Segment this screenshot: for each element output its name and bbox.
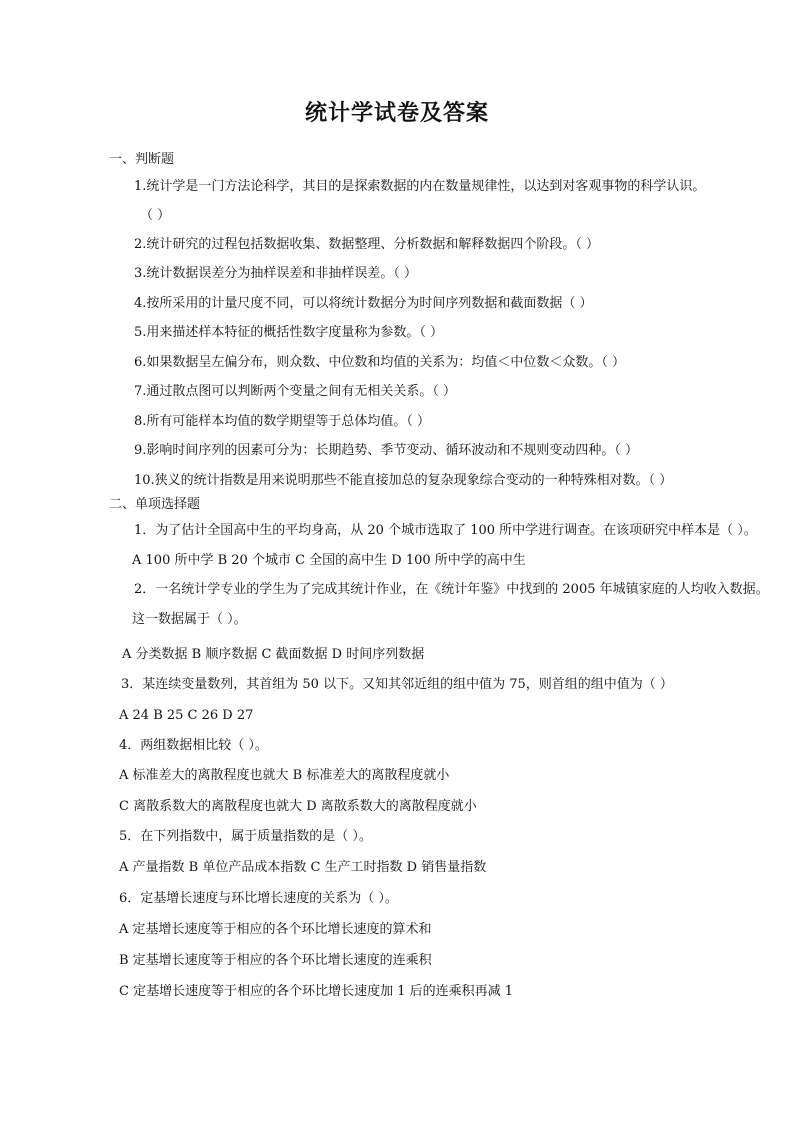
question-tf-9: 9.影响时间序列的因素可分为：长期趋势、季节变动、循环波动和不规则变动四种。（ ） (134, 443, 639, 458)
question-tf-2: 2.统计研究的过程包括数据收集、数据整理、分析数据和解释数据四个阶段。（ ） (134, 237, 600, 252)
question-mc-1: 1．为了估计全国高中生的平均身高，从 20 个城市选取了 100 所中学进行调查。在该项研究中样本是（ ）。 (134, 523, 757, 538)
question-mc-6-option-a: A 定基增长速度等于相应的各个环比增长速度的算术和 (119, 922, 432, 937)
question-tf-1: 1.统计学是一门方法论科学，其目的是探索数据的内在数量规律性，以达到对客观事物的科学认识。 (134, 179, 706, 194)
question-mc-2-line-1: 2．一名统计学专业的学生为了完成其统计作业，在《统计年鉴》中找到的 2005 年城镇家庭的人均收入数据。 (134, 582, 769, 597)
page-title: 统计学试卷及答案 (304, 100, 489, 126)
question-mc-1-options: A 100 所中学 B 20 个城市 C 全国的高中生 D 100 所中学的高中生 (132, 553, 526, 568)
question-tf-5: 5.用来描述样本特征的概括性数字度量称为参数。（ ） (134, 325, 444, 340)
question-tf-10: 10.狭义的统计指数是用来说明那些不能直接加总的复杂现象综合变动的一种特殊相对数。（ ） (134, 473, 673, 488)
question-mc-5-options: A 产量指数 B 单位产品成本指数 C 生产工时指数 D 销售量指数 (119, 860, 487, 875)
question-tf-1-blank: （ ） (140, 208, 171, 223)
question-tf-8: 8.所有可能样本均值的数学期望等于总体均值。（ ） (134, 414, 431, 429)
question-mc-4: 4．两组数据相比较（ ）。 (119, 738, 268, 753)
question-mc-5: 5．在下列指数中，属于质量指数的是（ ）。 (119, 829, 372, 844)
question-mc-2-line-2: 这一数据属于（ ）。 (132, 612, 247, 627)
question-tf-4: 4.按所采用的计量尺度不同，可以将统计数据分为时间序列数据和截面数据（ ） (134, 296, 593, 311)
question-mc-6: 6．定基增长速度与环比增长速度的关系为（ ）。 (119, 891, 398, 906)
question-mc-3-options: A 24 B 25 C 26 D 27 (119, 708, 254, 723)
section-heading-true-false: 一、判断题 (109, 152, 175, 167)
question-tf-7: 7.通过散点图可以判断两个变量之间有无相关关系。（ ） (134, 384, 457, 399)
section-heading-multiple-choice: 二、单项选择题 (109, 497, 201, 512)
question-mc-6-option-c: C 定基增长速度等于相应的各个环比增长速度加 1 后的连乘积再减 1 (119, 984, 514, 999)
question-tf-6: 6.如果数据呈左偏分布，则众数、中位数和均值的关系为：均值＜中位数＜众数。（ ） (134, 355, 626, 370)
question-mc-4-options-cd: C 离散系数大的离散程度也就大 D 离散系数大的离散程度就小 (119, 799, 477, 814)
question-tf-3: 3.统计数据误差分为抽样误差和非抽样误差。（ ） (134, 266, 418, 281)
question-mc-2-options: A 分类数据 B 顺序数据 C 截面数据 D 时间序列数据 (122, 647, 425, 662)
question-mc-6-option-b: B 定基增长速度等于相应的各个环比增长速度的连乘积 (119, 953, 432, 968)
question-mc-3: 3．某连续变量数列，其首组为 50 以下。又知其邻近组的组中值为 75，则首组的组中值为（ ） (121, 677, 673, 692)
question-mc-4-options-ab: A 标准差大的离散程度也就大 B 标准差大的离散程度就小 (119, 768, 450, 783)
